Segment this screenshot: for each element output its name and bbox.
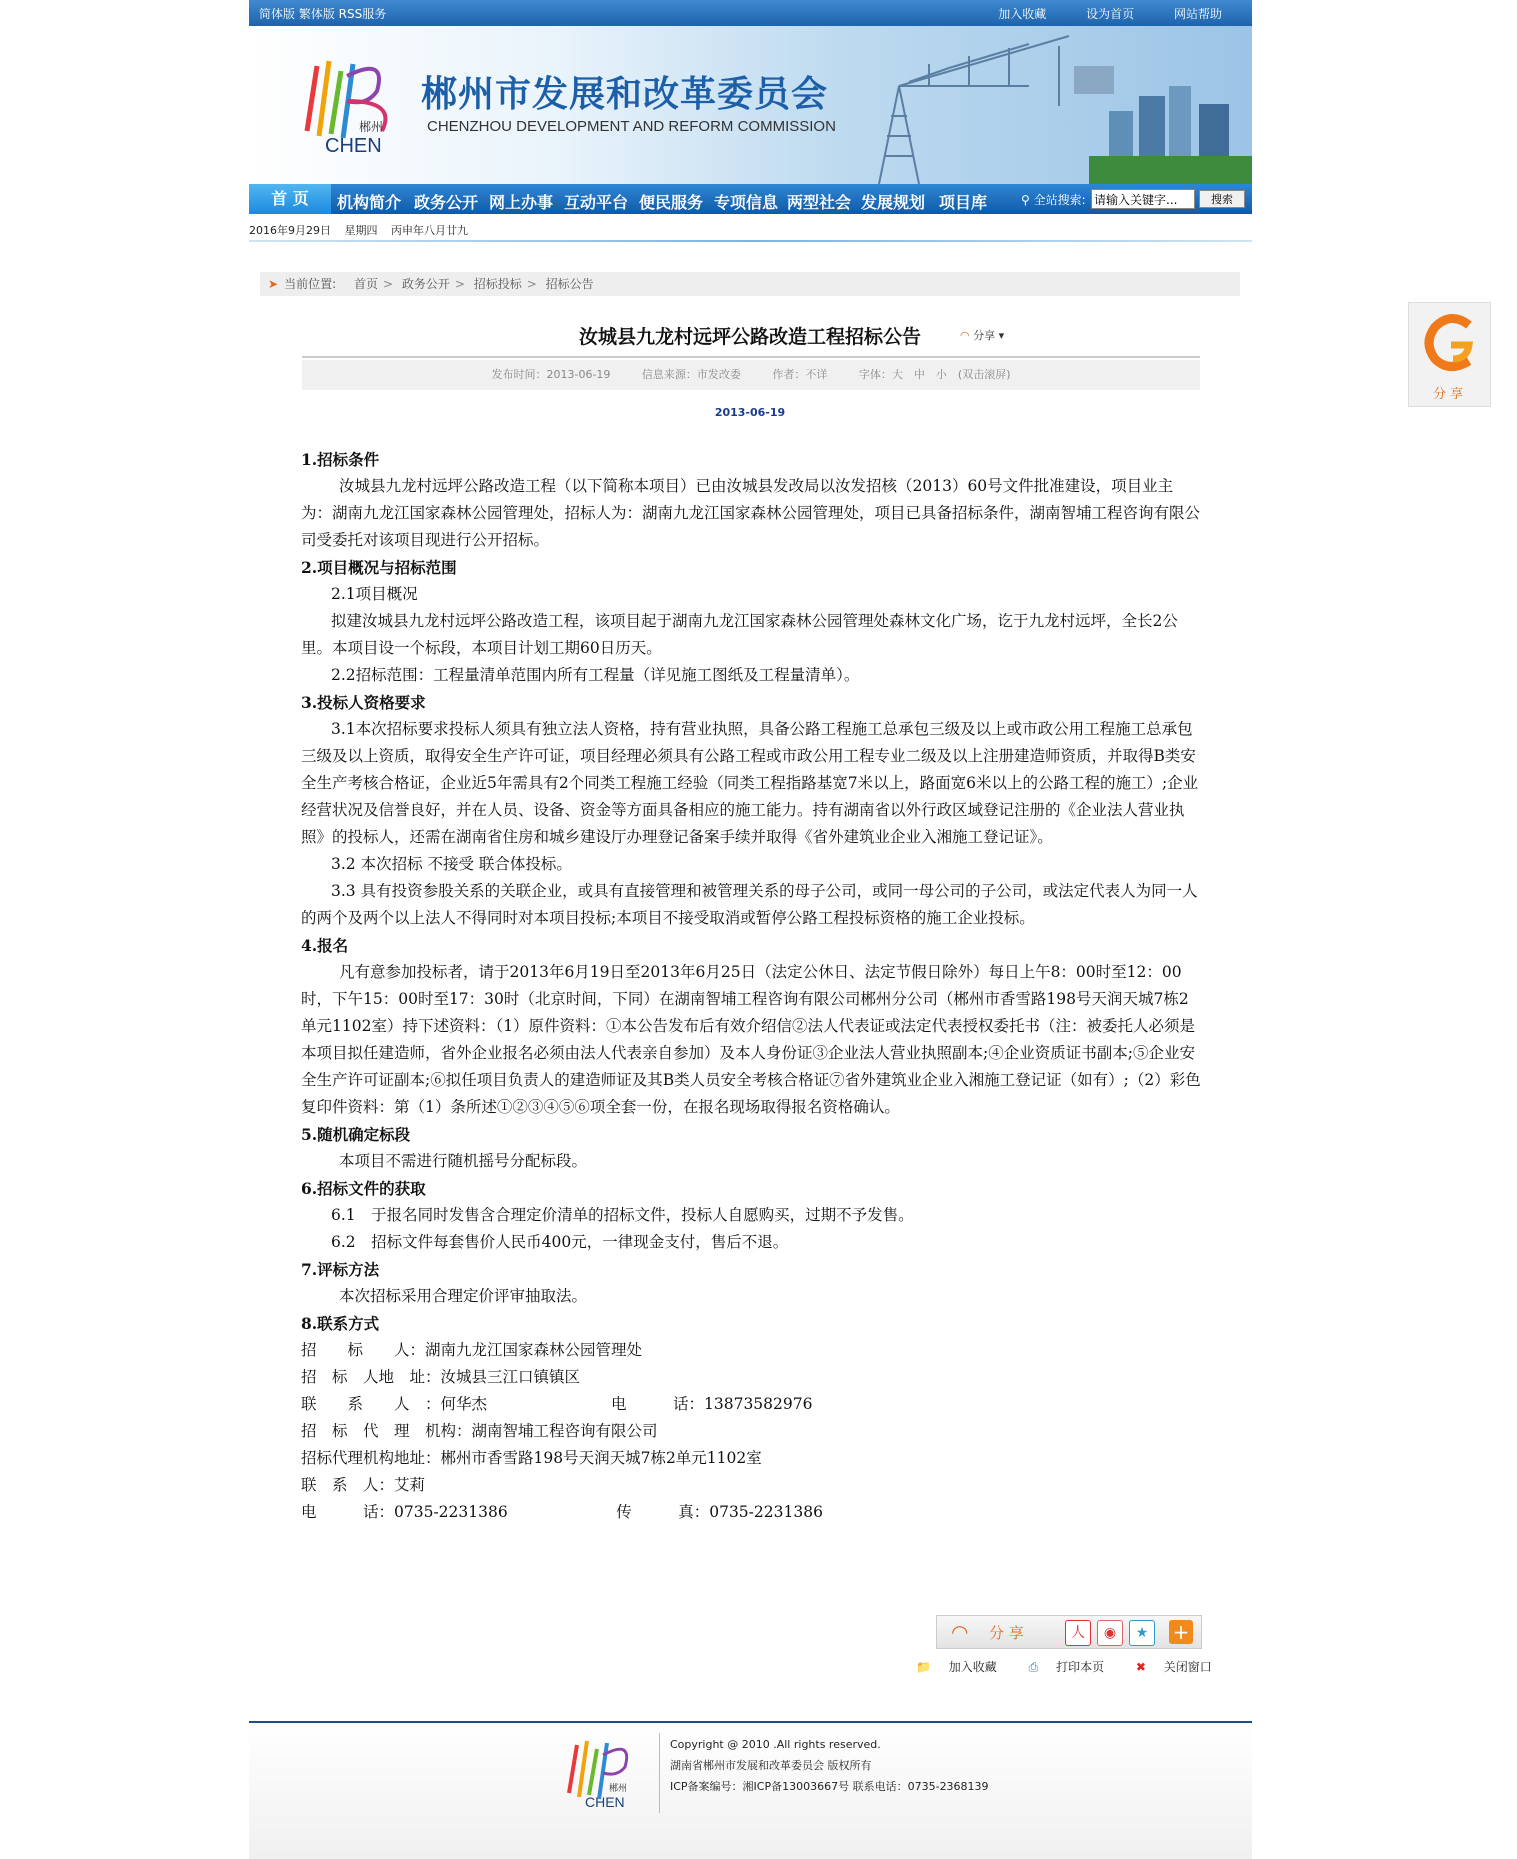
content-paragraph: 3.2 本次招标 不接受 联合体投标。 bbox=[331, 855, 572, 873]
section-heading: 8.联系方式 bbox=[301, 1314, 380, 1333]
qzone-icon[interactable]: ★ bbox=[1129, 1620, 1155, 1646]
share-bar bbox=[936, 1615, 1202, 1649]
search-icon: ⚲ bbox=[1021, 193, 1034, 207]
share-dropdown[interactable]: ◠ 分享 ▾ bbox=[960, 329, 1005, 342]
main-nav bbox=[249, 184, 1252, 214]
chevron-right-icon: > bbox=[454, 277, 465, 291]
title-divider bbox=[302, 356, 1200, 358]
share-icon: ◠ bbox=[960, 329, 970, 342]
nav-item-interaction[interactable]: 互动平台 bbox=[564, 193, 629, 212]
breadcrumb-home[interactable]: 首页 bbox=[353, 277, 378, 291]
content-paragraph: 2.1项目概况 bbox=[331, 585, 418, 603]
weibo-icon[interactable]: ◉ bbox=[1097, 1620, 1123, 1646]
footer bbox=[249, 1723, 1252, 1859]
meta-source: 信息来源：市发改委 bbox=[641, 368, 741, 381]
site-help-link[interactable]: 网站帮助 bbox=[1173, 7, 1222, 21]
nav-item-home[interactable]: 首 页 bbox=[249, 184, 331, 214]
chevron-right-icon: > bbox=[526, 277, 537, 291]
meta-font-size[interactable]: 字体：大 中 小 (双击滚屏) bbox=[858, 368, 1011, 381]
content-paragraph: 电 话：0735-2231386 传 真：0735-2231386 bbox=[301, 1503, 823, 1521]
footer-vertical-divider bbox=[659, 1733, 660, 1813]
share-bar-label[interactable]: 分 享 bbox=[989, 1624, 1024, 1642]
section-heading: 3.投标人资格要求 bbox=[301, 693, 426, 712]
meta-pub-time: 发布时间：2013-06-19 bbox=[491, 368, 611, 381]
date-bar bbox=[249, 222, 478, 238]
header-banner bbox=[249, 26, 1252, 184]
nav-item-about[interactable]: 机构简介 bbox=[337, 193, 402, 212]
content-paragraph: 联 系 人 ：何华杰 电 话：13873582976 bbox=[301, 1395, 813, 1413]
top-bar bbox=[249, 0, 1252, 26]
content-paragraph: 招 标 人地 址：汝城县三江口镇镇区 bbox=[301, 1368, 581, 1386]
breadcrumb-bidding[interactable]: 招标投标 bbox=[473, 277, 522, 291]
breadcrumb-notice[interactable]: 招标公告 bbox=[545, 277, 594, 291]
crane-skyline-icon bbox=[729, 26, 1252, 184]
date-weekday: 星期四 bbox=[344, 224, 378, 237]
footer-logo-en: CHEN bbox=[585, 1794, 625, 1810]
nav-item-planning[interactable]: 发展规划 bbox=[861, 193, 926, 212]
top-links bbox=[962, 5, 1222, 22]
content-paragraph: 汝城县九龙村远坪公路改造工程（以下简称本项目）已由汝城县发改局以汝发招核（2013）60号文件批准建设，项目业主为：湖南九龙江国家森林公园管理处，招标人为：湖南九龙江国家森林公园管理处，项目已具备招标条件，湖南智埔工程咨询有限公司受委托对该项目现进行公开招标。 bbox=[301, 477, 1201, 549]
side-share-widget[interactable] bbox=[1408, 302, 1491, 407]
breadcrumb-gov-affairs[interactable]: 政务公开 bbox=[401, 277, 450, 291]
footer-logo-icon bbox=[557, 1733, 647, 1818]
header-divider bbox=[249, 240, 1252, 242]
breadcrumb-arrow-icon: ➤ bbox=[268, 277, 279, 291]
site-name-en: CHENZHOU DEVELOPMENT AND REFORM COMMISSION bbox=[427, 118, 836, 135]
nav-item-special[interactable]: 专项信息 bbox=[714, 193, 779, 212]
article-title: 汝城县九龙村远坪公路改造工程招标公告 bbox=[578, 326, 921, 348]
article-meta bbox=[302, 360, 1200, 390]
content-paragraph: 联 系 人：艾莉 bbox=[301, 1476, 426, 1494]
article-date: 2013-06-19 bbox=[714, 406, 786, 419]
nav-item-two-type[interactable]: 两型社会 bbox=[787, 193, 852, 212]
site-name: 郴州市发展和改革委员会 bbox=[421, 73, 829, 115]
section-heading: 6.招标文件的获取 bbox=[301, 1179, 426, 1198]
content-paragraph: 拟建汝城县九龙村远坪公路改造工程，该项目起于湖南九龙江国家森林公园管理处森林文化广场，讫于九龙村远坪，全长2公里。本项目设一个标段，本项目计划工期60日历天。 bbox=[301, 612, 1178, 657]
logo-cn: 郴州 bbox=[359, 120, 384, 134]
footer-icp: ICP备案编号：湘ICP备13003667号 联系电话：0735-2368139 bbox=[670, 1780, 989, 1793]
content-paragraph: 招标代理机构地址：郴州市香雪路198号天润天城7栋2单元1102室 bbox=[301, 1449, 762, 1467]
search-label: ⚲ 全站搜索: bbox=[1021, 193, 1086, 207]
content-paragraph: 6.2 招标文件每套售价人民币400元，一律现金支付，售后不退。 bbox=[331, 1233, 789, 1251]
chevron-right-icon: > bbox=[382, 277, 394, 291]
section-heading: 5.随机确定标段 bbox=[301, 1125, 411, 1144]
nav-item-gov-affairs[interactable]: 政务公开 bbox=[414, 193, 479, 212]
more-share-icon[interactable]: + bbox=[1169, 1620, 1193, 1644]
footer-owner: 湖南省郴州市发展和改革委员会 版权所有 bbox=[670, 1759, 872, 1772]
side-share-label: 分 享 bbox=[1433, 387, 1464, 402]
content-paragraph: 2.2招标范围：工程量清单范围内所有工程量（详见施工图纸及工程量清单）。 bbox=[331, 666, 860, 684]
chevron-down-icon: ▾ bbox=[998, 329, 1005, 342]
share-logo-icon: ◠ bbox=[951, 1620, 969, 1644]
content-paragraph: 3.1本次招标要求投标人须具有独立法人资格，持有营业执照，具备公路工程施工总承包三级及以上或市政公用工程施工总承包三级及以上资质，取得安全生产许可证，项目经理必须具有公路工程或市政公用工程专业二级及以上注册建造师资质，并取得B类安全生产考核合格证，企业近5年需具有2个同类工程施工经验（同类工程指路基宽7米以上，路面宽6米以上的公路工程的施工）;企业经营状况及信誉良好，并在人员、设备、资金等方面具备相应的施工能力。持有湖南省以外行政区域登记注册的《企业法人营业执照》的投标人，还需在湖南省住房和城乡建设厅办理登记备案手续并取得《省外建筑业企业入湘施工登记证》。 bbox=[301, 720, 1199, 846]
date-lunar: 丙申年八月廿九 bbox=[391, 224, 468, 237]
version-links[interactable]: 简体版 繁体版 RSS服务 bbox=[259, 7, 387, 21]
share-logo-icon bbox=[1421, 311, 1479, 377]
print-tool[interactable]: ⎙ 打印本页 bbox=[1028, 1660, 1105, 1674]
nav-item-projects[interactable]: 项目库 bbox=[939, 193, 988, 212]
content-paragraph: 招 标 人：湖南九龙江国家森林公园管理处 bbox=[301, 1341, 643, 1359]
logo-en: CHEN bbox=[325, 135, 382, 157]
footer-copyright: Copyright @ 2010 .All rights reserved. bbox=[670, 1738, 881, 1751]
section-heading: 4.报名 bbox=[301, 936, 349, 955]
meta-author: 作者：不详 bbox=[772, 368, 828, 381]
section-heading: 1.招标条件 bbox=[301, 450, 380, 469]
content-paragraph: 凡有意参加投标者，请于2013年6月19日至2013年6月25日（法定公休日、法定节假日除外）每日上午8：00时至12：00时，下午15：00时至17：30时（北京时间，下同）在湖南智埔工程咨询有限公司郴州分公司（郴州市香雪路198号天润天城7栋2单元1102室）持下述资料：（1）原件资料：①本公告发布后有效介绍信②法人代表证或法定代表授权委托书（注：被委托人必须是本项目拟任建造师，省外企业报名必须由法人代表亲自参加）及本人身份证③企业法人营业执照副本;④企业资质证书副本;⑤企业安全生产许可证副本;⑥拟任项目负责人的建造师证及其B类人员安全考核合格证⑦省外建筑业企业入湘施工登记证（如有）;（2）彩色复印件资料：第（1）条所述①②③④⑤⑥项全套一份，在报名现场取得报名资格确认。 bbox=[301, 963, 1201, 1116]
add-favorite-link[interactable]: 加入收藏 bbox=[998, 7, 1047, 21]
article-content bbox=[301, 446, 1201, 1526]
breadcrumb bbox=[260, 272, 1240, 296]
close-icon: ✖ bbox=[1135, 1660, 1146, 1674]
renren-icon[interactable]: 人 bbox=[1065, 1620, 1091, 1646]
footer-logo-cn: 郴州 bbox=[609, 1784, 628, 1794]
nav-item-online[interactable]: 网上办事 bbox=[489, 193, 554, 212]
content-paragraph: 6.1 于报名同时发售含合理定价清单的招标文件，投标人自愿购买，过期不予发售。 bbox=[331, 1206, 914, 1224]
content-paragraph: 3.3 具有投资参股关系的关联企业，或具有直接管理和被管理关系的母子公司，或同一母公司的子公司，或法定代表人为同一人的两个及两个以上法人不得同时对本项目投标;本项目不接受取消或暂停公路工程投标资格的施工企业投标。 bbox=[301, 882, 1198, 927]
nav-item-services[interactable]: 便民服务 bbox=[639, 193, 704, 212]
printer-icon: ⎙ bbox=[1028, 1660, 1039, 1674]
section-heading: 7.评标方法 bbox=[301, 1260, 380, 1279]
close-window-tool[interactable]: ✖ 关闭窗口 bbox=[1135, 1660, 1212, 1674]
search-button[interactable]: 搜索 bbox=[1199, 190, 1245, 208]
set-homepage-link[interactable]: 设为首页 bbox=[1086, 7, 1135, 21]
chenzhou-logo-icon bbox=[287, 46, 417, 171]
footer-text bbox=[670, 1734, 989, 1797]
content-paragraph: 本次招标采用合理定价评审抽取法。 bbox=[339, 1287, 588, 1305]
date-gregorian: 2016年9月29日 bbox=[249, 224, 331, 237]
breadcrumb-label: 当前位置: bbox=[284, 277, 337, 291]
content-paragraph: 招 标 代 理 机构：湖南智埔工程咨询有限公司 bbox=[301, 1422, 658, 1440]
add-favorite-tool[interactable]: 📁 加入收藏 bbox=[916, 1660, 997, 1674]
folder-icon: 📁 bbox=[916, 1660, 931, 1674]
section-heading: 2.项目概况与招标范围 bbox=[301, 558, 457, 577]
page-tools bbox=[916, 1658, 1240, 1675]
content-paragraph: 本项目不需进行随机摇号分配标段。 bbox=[339, 1152, 588, 1170]
search-input[interactable] bbox=[1091, 189, 1195, 209]
